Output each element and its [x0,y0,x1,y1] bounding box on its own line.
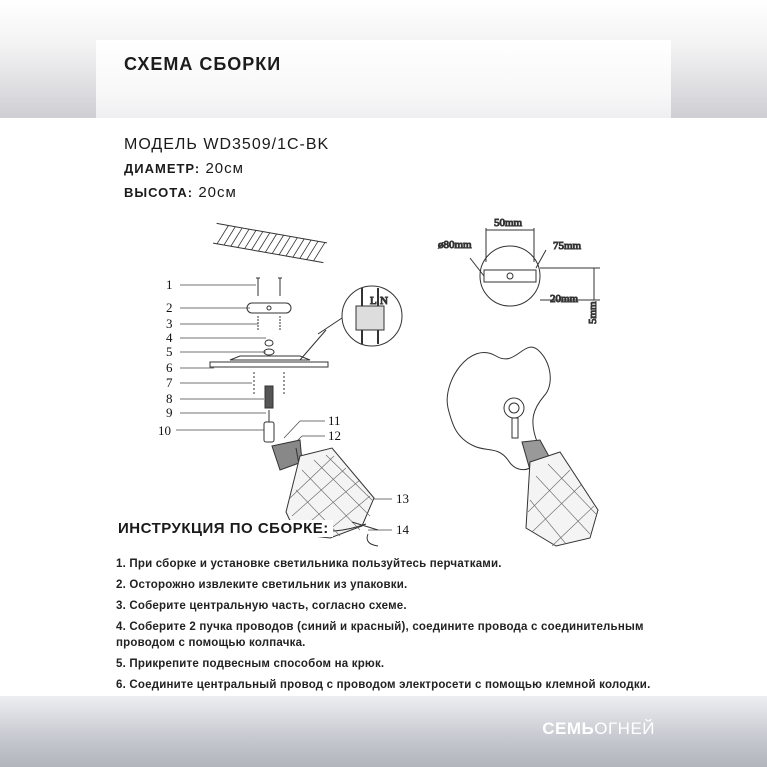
instruction-step: 3. Соберите центральную часть, согласно схеме. [116,600,407,612]
instruction-step: 6. Соедините центральный провод с проводом электросети с помощью клемной колодки. [116,679,651,691]
part-number: 2 [166,300,173,315]
dimension-50mm: 50mm [494,217,523,229]
assembled-lamp [447,347,598,546]
part-number: 11 [328,413,341,428]
instructions-list [116,556,676,698]
terminal-label-l: L [370,295,377,307]
diameter-label: ДИАМЕТР: [124,161,201,176]
terminal-label-n: N [380,295,388,307]
mounting-plate-dimensions [438,217,600,324]
dimension-80mm: ø80mm [438,239,472,251]
instructions-title: ИНСТРУКЦИЯ ПО СБОРКЕ: [118,520,333,537]
part-number: 10 [158,423,171,438]
brand-bold: СЕМЬ [542,719,595,738]
part-number: 6 [166,360,173,375]
dimension-20mm: 20mm [550,293,579,305]
part-number: 12 [328,428,341,443]
part-number: 8 [166,391,173,406]
instruction-step: 2. Осторожно извлеките светильник из упаковки. [116,579,408,591]
dimension-75mm: 75mm [553,240,582,252]
exploded-parts [210,278,328,470]
instruction-step: 5. Прикрепите подвесным способом на крюк. [116,658,385,670]
part-number: 5 [166,344,173,359]
part-number: 7 [166,375,173,390]
diameter-value: 20см [205,160,244,177]
part-number: 14 [396,522,409,537]
brand-logo [542,719,655,739]
model-label: МОДЕЛЬ WD3509/1C-BK [124,136,330,153]
dimension-5mm: 5mm [587,301,599,324]
part-number: 13 [396,491,409,506]
part-number: 4 [166,330,173,345]
brand-light: ОГНЕЙ [594,719,655,738]
part-number: 9 [166,405,173,420]
height-label: ВЫСОТА: [124,185,194,200]
instruction-step: 4. Соберите 2 пучка проводов (синий и красный), соедините провода с соединительным проводом с помощью колпачка. [116,621,644,649]
height-value: 20см [198,184,237,201]
instruction-step: 1. При сборке и установке светильника пользуйтесь перчатками. [116,558,502,570]
ceiling-hatch [210,220,331,266]
part-number: 1 [166,277,173,292]
page-title: СХЕМА СБОРКИ [124,54,282,74]
part-number: 3 [166,316,173,331]
terminal-block-magnifier [318,286,402,346]
